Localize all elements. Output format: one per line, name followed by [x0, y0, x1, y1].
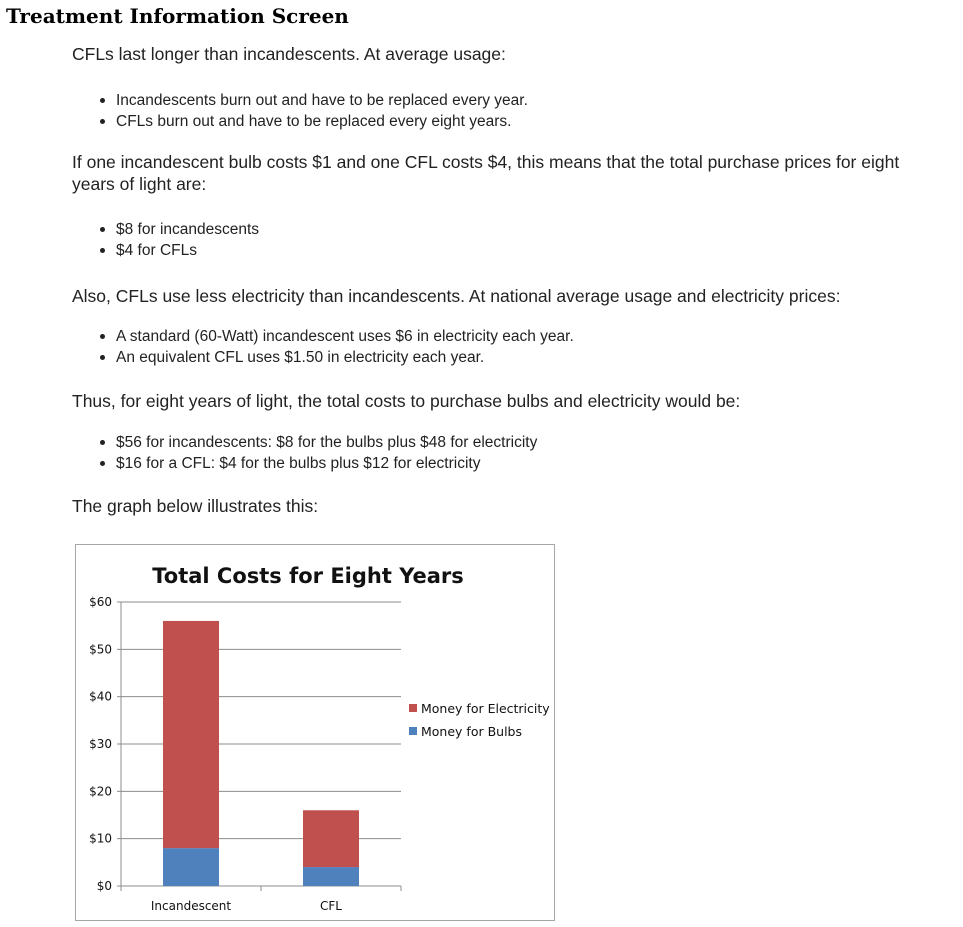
- intro-paragraph: CFLs last longer than incandescents. At average usage:: [72, 44, 506, 64]
- graph-intro-paragraph: The graph below illustrates this:: [72, 496, 319, 516]
- cost-chart-svg: [76, 545, 556, 922]
- y-tick-label: $10: [89, 831, 112, 846]
- bar-incandescent-money-for-bulbs: [163, 848, 219, 886]
- y-tick-label: $50: [89, 642, 112, 657]
- lifespan-list: [98, 90, 528, 132]
- electricity-list: [98, 326, 574, 368]
- list-item: Incandescents burn out and have to be replaced every year.: [98, 90, 528, 111]
- list-item: $16 for a CFL: $4 for the bulbs plus $12 for electricity: [98, 453, 537, 474]
- purchase-price-paragraph: If one incandescent bulb costs $1 and one CFL costs $4, this means that the total purchase prices for eight years of light are:: [72, 152, 900, 194]
- page-title: Treatment Information Screen: [6, 4, 349, 28]
- bar-cfl-money-for-bulbs: [303, 867, 359, 886]
- y-tick-label: $40: [89, 689, 112, 704]
- total-cost-paragraph: Thus, for eight years of light, the total costs to purchase bulbs and electricity would be:: [72, 391, 741, 411]
- y-tick-label: $0: [96, 879, 112, 893]
- chart-title: Total Costs for Eight Years: [152, 564, 464, 588]
- legend-label: Money for Bulbs: [421, 724, 522, 739]
- y-tick-label: $60: [89, 595, 112, 609]
- bar-cfl-money-for-electricity: [303, 810, 359, 867]
- y-tick-label: $30: [89, 737, 112, 751]
- list-item: CFLs burn out and have to be replaced every eight years.: [98, 111, 528, 132]
- list-item: $56 for incandescents: $8 for the bulbs plus $48 for electricity: [98, 432, 537, 453]
- list-item: An equivalent CFL uses $1.50 in electricity each year.: [98, 347, 574, 368]
- x-tick-label: CFL: [320, 899, 342, 913]
- list-item: $4 for CFLs: [98, 240, 259, 261]
- bar-incandescent-money-for-electricity: [163, 621, 219, 848]
- purchase-price-list: [98, 219, 259, 261]
- total-cost-list: [98, 432, 537, 474]
- legend-swatch: [409, 704, 417, 712]
- list-item: A standard (60-Watt) incandescent uses $6 in electricity each year.: [98, 326, 574, 347]
- electricity-paragraph: Also, CFLs use less electricity than incandescents. At national average usage and electricity prices:: [72, 286, 841, 306]
- cost-chart: [75, 544, 555, 921]
- list-item: $8 for incandescents: [98, 219, 259, 240]
- legend-swatch: [409, 727, 417, 735]
- legend: [409, 701, 550, 739]
- legend-label: Money for Electricity: [421, 701, 550, 716]
- bars: [163, 621, 359, 886]
- x-tick-label: Incandescent: [150, 899, 232, 913]
- y-tick-label: $20: [89, 784, 112, 799]
